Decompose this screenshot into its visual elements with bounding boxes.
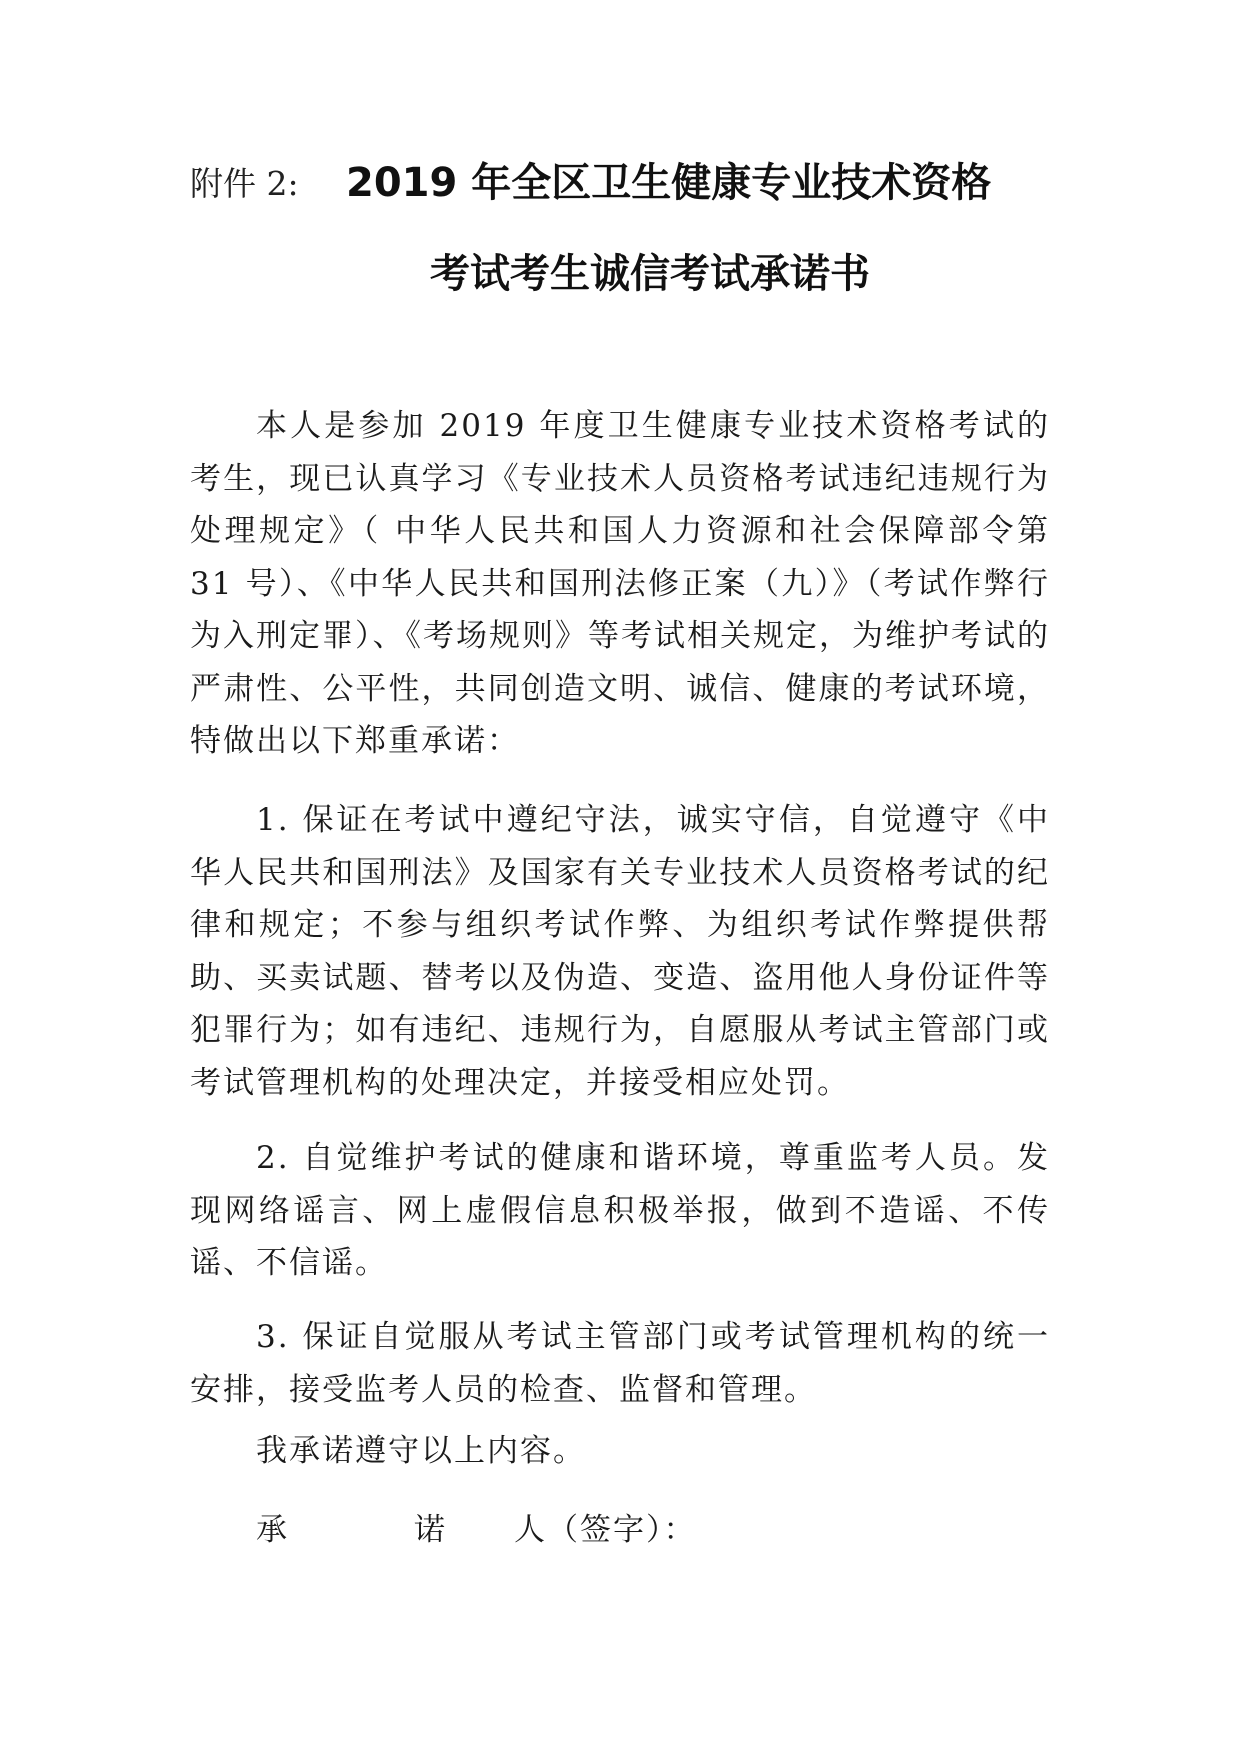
attachment-label: 附件 2:	[190, 164, 299, 203]
document-title-line-1: 2019 年全区卫生健康专业技术资格	[346, 160, 992, 206]
signature-label-part-1: 承	[256, 1512, 287, 1548]
commitment-item-2: 2. 自觉维护考试的健康和谐环境，尊重监考人员。发现网络谣言、网上虚假信息积极举报，做到不造谣、不传谣、不信谣。	[190, 1140, 1050, 1281]
signature-label-part-3: 人（签字）：	[514, 1512, 697, 1548]
promise-statement: 我承诺遵守以上内容。	[256, 1433, 586, 1469]
document-title-line-2: 考试考生诚信考试承诺书	[430, 251, 870, 297]
signature-label-part-2: 诺	[414, 1512, 445, 1548]
intro-paragraph: 本人是参加 2019 年度卫生健康专业技术资格考试的考生，现已认真学习《专业技术人员资格考试违纪违规行为处理规定》（ 中华人民共和国人力资源和社会保障部令第 31 号）、《中华人民共和国刑法修正案（九）》（考试作弊行为入刑定罪）、《考场规则》等考试相关规定，为维护考试的严肃性、公平性，共同创造文明、诚信、健康的考试环境，特做出以下郑重承诺：	[190, 408, 1050, 759]
commitment-item-1: 1. 保证在考试中遵纪守法，诚实守信，自觉遵守《中华人民共和国刑法》及国家有关专业技术人员资格考试的纪律和规定；不参与组织考试作弊、为组织考试作弊提供帮助、买卖试题、替考以及伪造、变造、盗用他人身份证件等犯罪行为；如有违纪、违规行为，自愿服从考试主管部门或考试管理机构的处理决定，并接受相应处罚。	[190, 802, 1050, 1101]
commitment-item-3: 3. 保证自觉服从考试主管部门或考试管理机构的统一安排，接受监考人员的检查、监督和管理。	[190, 1319, 1050, 1408]
